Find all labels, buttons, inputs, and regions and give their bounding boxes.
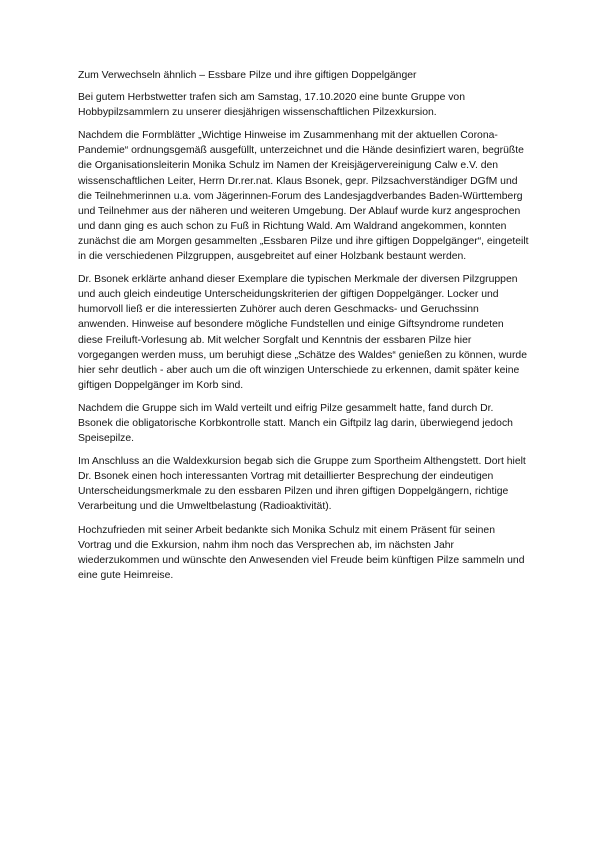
- paragraph-closing: Hochzufrieden mit seiner Arbeit bedankte sich Monika Schulz mit einem Präsent für seinen Vortrag und die Exkursion, nahm ihm noch das Versprechen ab, im nächsten Jahr wiederzukommen und wünschte den Anwesenden viel Freude beim künftigen Pilze sammeln und eine gute Heimreise.: [78, 524, 525, 581]
- paragraph-talk: Im Anschluss an die Waldexkursion begab sich die Gruppe zum Sportheim Althengstett. Dort hielt Dr. Bsonek einen hoch interessanten Vortrag mit detaillierter Besprechung der eindeutigen Unterscheidungsmerkmale zu den essbaren Pilzen und ihren giftigen Doppelgängern, richtige Verarbeitung und die Umweltbelastung (Radioaktivität).: [78, 456, 526, 513]
- article-body: [78, 68, 530, 591]
- paragraph-lecture: Dr. Bsonek erklärte anhand dieser Exemplare die typischen Merkmale der diversen Pilzgruppen und auch gleich eindeutige Unterscheidungskriterien der giftigen Doppelgänger. Locker und humorvoll ließ er die interessierten Zuhörer auch deren Geschmacks- und Geruchssinn anwenden. Hinweise auf besondere mögliche Fundstellen und einige Giftsyndrome rundeten diese Freiluft-Vorlesung ab. Mit welcher Sorgfalt und Kenntnis der essbaren Pilze hier vorgegangen werden muss, um beruhigt diese „Schätze des Waldes“ genießen zu können, wurde hier sehr deutlich - aber auch um die oft winzigen Unterschiede zu erkennen, damit später keine giftigen Doppelgänger im Korb sind.: [78, 274, 527, 391]
- paragraph-intro: Bei gutem Herbstwetter trafen sich am Samstag, 17.10.2020 eine bunte Gruppe von Hobbypilzsammlern zu unserer diesjährigen wissenschaftlichen Pilzexkursion.: [78, 92, 465, 119]
- article-title: Zum Verwechseln ähnlich – Essbare Pilze und ihre giftigen Doppelgänger: [78, 70, 417, 81]
- paragraph-arrival: Nachdem die Formblätter „Wichtige Hinweise im Zusammenhang mit der aktuellen Corona-Pandemie“ ordnungsgemäß ausgefüllt, unterzeichnet und die Hände desinfiziert waren, begrüßte die Organisationsleiterin Monika Schulz im Namen der Kreisjägervereinigung Calw e.V. den wissenschaftlichen Leiter, Herrn Dr.rer.nat. Klaus Bsonek, gepr. Pilzsachverständiger DGfM und die Teilnehmerinnen u.a. vom Jägerinnen-Forum des Landesjagdverbandes Baden-Württemberg und Teilnehmer aus der näheren und weiteren Umgebung. Der Ablauf wurde kurz angesprochen und dann ging es auch schon zu Fuß in Richtung Wald. Am Waldrand angekommen, konnten zunächst die am Morgen gesammelten „Essbaren Pilze und ihre giftigen Doppelgänger“, eingeteilt in die verschiedenen Pilzgruppen, ausgebreitet auf einer Holzbank bestaunt werden.: [78, 130, 529, 263]
- paragraph-basket-check: Nachdem die Gruppe sich im Wald verteilt und eifrig Pilze gesammelt hatte, fand durch Dr. Bsonek die obligatorische Korbkontrolle statt. Manch ein Giftpilz lag darin, überwiegend jedoch Speisepilze.: [78, 402, 513, 445]
